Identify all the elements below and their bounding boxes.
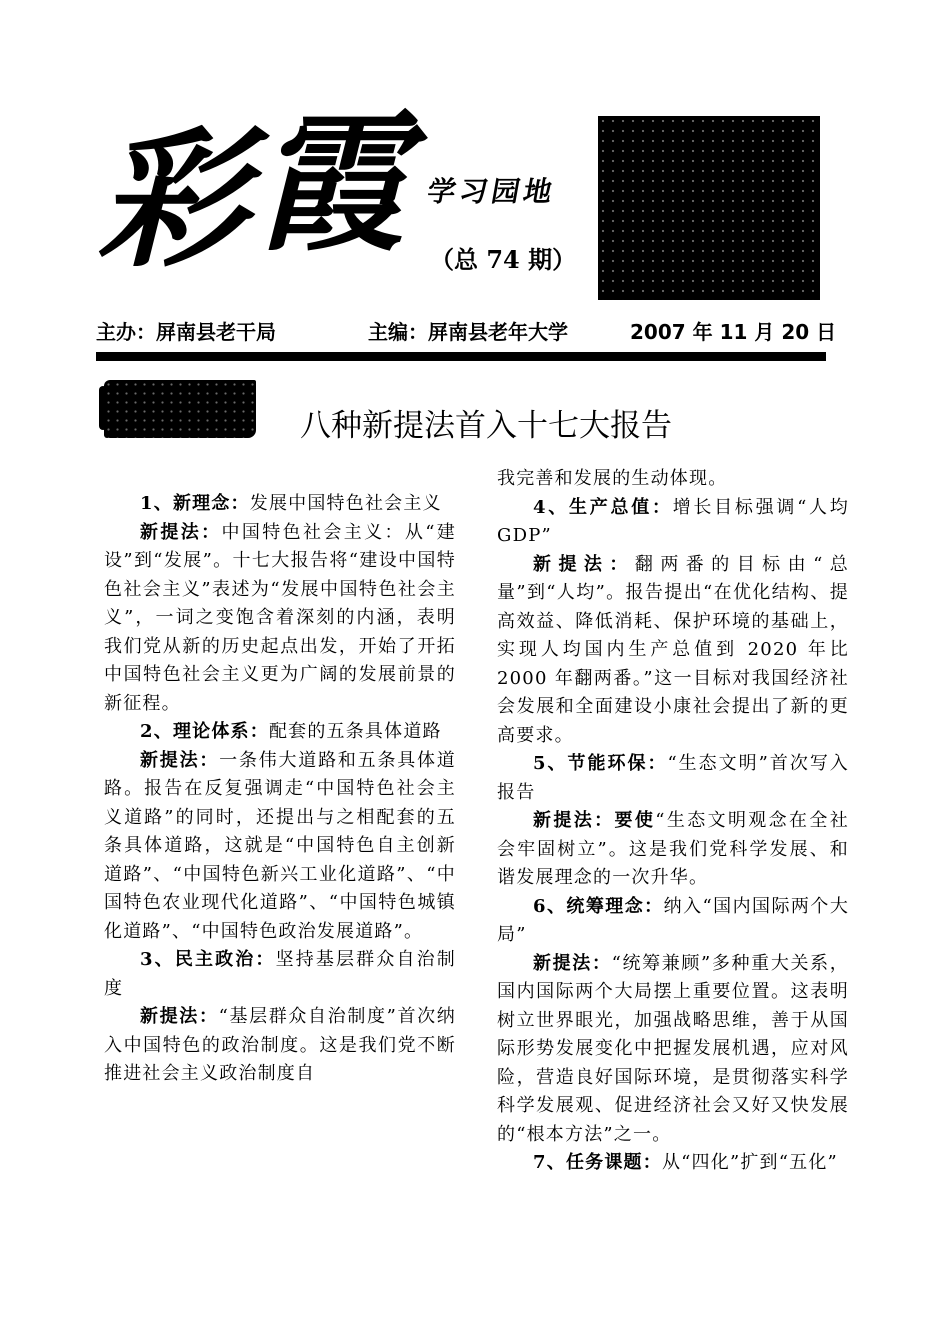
new-bold: 要使 <box>614 810 656 831</box>
item-body <box>497 551 849 751</box>
masthead-title-char-2: 霞 <box>246 96 436 272</box>
item-desc: 纳入“国内国际两个大局” <box>497 895 850 945</box>
new-text: 中国特色社会主义：从“建设”到“发展”。十七大报告将“建设中国特色社会主义”表述为“发展中国特色社会主义”，一词之变饱含着深刻的内涵，表明我们党从新的历史起点出发，开始了开拓中国特色社会主义更为广阔的发展前景的新征程。 <box>104 521 456 714</box>
new-label: 新提法： <box>533 952 612 974</box>
masthead-subtitle: 学习园地 <box>424 175 559 208</box>
item-desc: 增长目标强调“人均 GDP” <box>497 496 849 546</box>
item-body <box>104 747 456 947</box>
dotted-decoration-block <box>598 116 820 300</box>
item-heading <box>104 718 456 747</box>
item-desc: 从“四化”扩到“五化” <box>661 1152 838 1173</box>
item-body <box>104 1003 456 1089</box>
item-num: 3、 <box>140 949 175 970</box>
item-num: 6、 <box>533 895 567 917</box>
editor-info: 主编：屏南县老年大学 <box>368 320 568 344</box>
item-num: 5、 <box>533 753 568 774</box>
item-num: 2、 <box>140 721 173 742</box>
item-desc: 配套的五条具体道路 <box>268 721 442 742</box>
issue-date: 2007 年 11 月 20 日 <box>630 320 837 344</box>
new-label: 新提法： <box>140 1006 219 1027</box>
new-label: 新提法： <box>533 810 615 831</box>
item-label: 任务课题： <box>565 1152 662 1173</box>
item-label: 民主政治： <box>174 949 276 970</box>
dotted-scroll-decoration <box>104 380 256 438</box>
item-heading <box>497 750 849 807</box>
item-num: 1、 <box>140 493 173 514</box>
item-label: 理论体系： <box>172 721 269 742</box>
item-label: 生产总值： <box>569 496 673 518</box>
item-num: 7、 <box>533 1152 566 1173</box>
item-body <box>104 519 456 719</box>
masthead-logo <box>88 96 436 295</box>
item-desc: “生态文明”首次写入报告 <box>497 753 850 803</box>
item-heading <box>497 1149 849 1178</box>
header-rule <box>96 352 826 361</box>
new-text: “统筹兼顾”多种重大关系，国内国际两个大局摆上重要位置。这表明树立世界眼光，加强战略思维，善于从国际形势发展变化中把握发展机遇，应对风险，营造良好国际环境，是贯彻落实科学科学发展观、促进经济社会又好又快发展的“根本方法”之一。 <box>497 952 849 1145</box>
item-num: 4、 <box>533 496 569 518</box>
article-headline: 八种新提法首入十七大报告 <box>300 408 672 444</box>
item-heading <box>497 893 849 950</box>
new-label: 新提法： <box>533 553 635 575</box>
item-body <box>497 807 849 893</box>
item-label: 新理念： <box>172 493 250 514</box>
new-text: “生态文明观念在全社会牢固树立”。这是我们党科学发展、和谐发展理念的一次升华。 <box>497 810 849 888</box>
item-heading <box>104 946 456 1003</box>
item-body <box>497 950 849 1150</box>
item-heading <box>104 490 456 519</box>
item-desc: 发展中国特色社会主义 <box>249 493 442 514</box>
article-column-right <box>497 465 849 1178</box>
new-text: 翻两番的目标由“总量”到“人均”。报告提出“在优化结构、提高效益、降低消耗、保护环境的基础上，实现人均国内生产总值到 2020 年比 2000 年翻两番。”这一目标对我国经济社会发展和全面建设小康社会提出了新的更高要求。 <box>497 553 849 746</box>
item-desc: 坚持基层群众自治制度 <box>104 949 456 999</box>
host-info: 主办：屏南县老干局 <box>96 320 276 344</box>
article-column-left <box>104 490 456 1089</box>
new-text: 一条伟大道路和五条具体道路。报告在反复强调走“中国特色社会主义道路”的同时，还提出与之相配套的五条具体道路，这就是“中国特色自主创新道路”、“中国特色新兴工业化道路”、“中国特色农业现代化道路”、“中国特色城镇化道路”、“中国特色政治发展道路”。 <box>104 749 456 942</box>
new-label: 新提法： <box>140 749 220 771</box>
item-heading <box>497 494 849 551</box>
issue-number: （总 74 期） <box>430 245 577 274</box>
masthead-title-char-1: 彩 <box>88 112 278 288</box>
item-body-continuation: 我完善和发展的生动体现。 <box>497 468 728 489</box>
item-label: 节能环保： <box>567 753 668 774</box>
new-text: “基层群众自治制度”首次纳入中国特色的政治制度。这是我们党不断推进社会主义政治制度自 <box>104 1006 456 1084</box>
new-label: 新提法： <box>140 521 222 543</box>
item-label: 统筹理念： <box>566 895 664 917</box>
